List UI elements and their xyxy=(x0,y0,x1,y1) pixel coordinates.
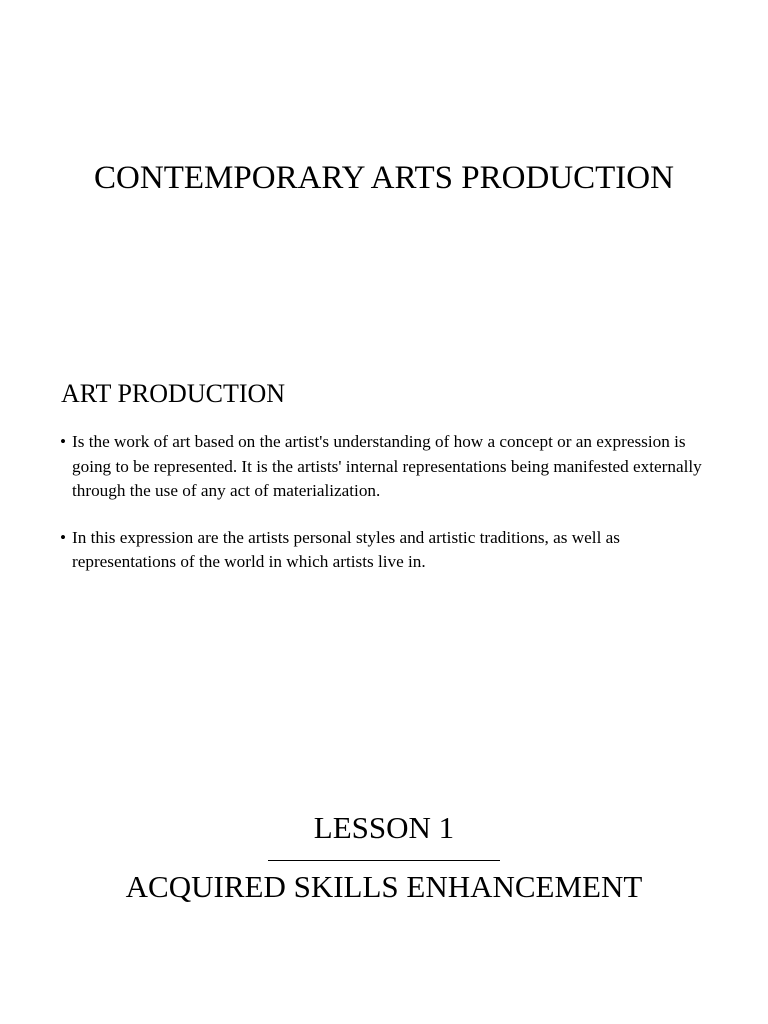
bullet-item xyxy=(60,430,720,504)
bullet-list xyxy=(60,430,720,575)
lesson-title: ACQUIRED SKILLS ENHANCEMENT xyxy=(125,869,643,904)
art-production-section xyxy=(60,376,720,597)
lesson-block xyxy=(0,806,768,909)
lesson-divider xyxy=(268,860,500,861)
bullet-icon: • xyxy=(60,432,67,451)
section-heading: ART PRODUCTION xyxy=(61,379,286,408)
document-title: CONTEMPORARY ARTS PRODUCTION xyxy=(94,160,674,196)
bullet-icon: • xyxy=(60,527,67,547)
bullet-item xyxy=(60,526,720,575)
bullet-text: In this expression are the artists personal styles and artistic traditions, as well as representations of the world in which artists live in. xyxy=(72,527,620,571)
lesson-number: LESSON 1 xyxy=(313,810,455,845)
bullet-text: Is the work of art based on the artist's understanding of how a concept or an expression is going to be represented. It is the artists' internal representations being manifested externally through the use of any act of materialization. xyxy=(72,432,702,500)
